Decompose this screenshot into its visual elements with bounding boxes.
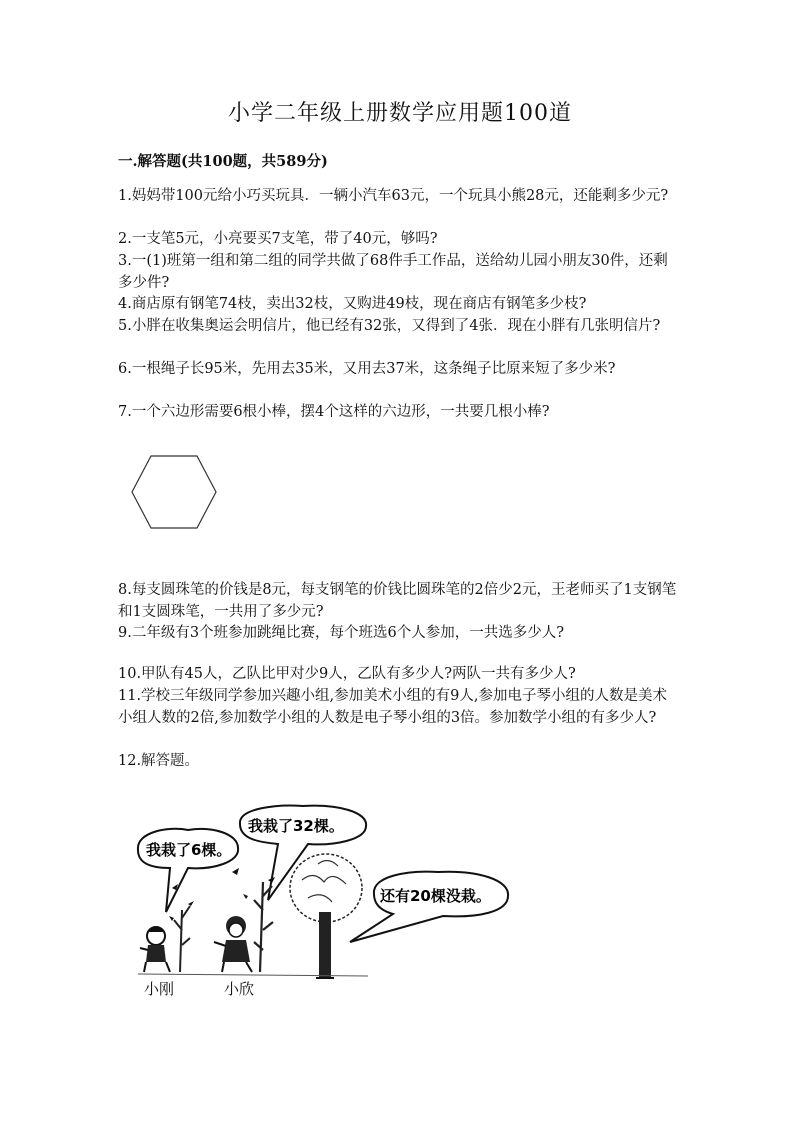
bubble-left-text: 我栽了6棵。 — [146, 841, 232, 859]
question-11: 11.学校三年级同学参加兴趣小组,参加美术小组的有9人,参加电子琴小组的人数是美术小组人数的2倍,参加数学小组的人数是电子琴小组的3倍。参加数学小组的有多少人? — [118, 688, 668, 726]
section-heading: 一.解答题(共100题，共589分) — [118, 153, 328, 170]
question-10: 10.甲队有45人，乙队比甲对少9人，乙队有多少人?两队一共有多少人? — [118, 666, 576, 682]
speech-bubble-left — [138, 829, 238, 912]
question-8: 8.每支圆珠笔的价钱是8元，每支钢笔的价钱比圆珠笔的2倍少2元，王老师买了1支钢笔和1支圆珠笔，一共用了多少元? — [118, 582, 677, 620]
hexagon-figure — [128, 452, 220, 536]
bubble-right-text: 还有20棵没栽。 — [380, 887, 491, 905]
question-6: 6.一根绳子长95米，先用去35米，又用去37米，这条绳子比原来短了多少米? — [118, 361, 616, 377]
label-xiaogang: 小刚 — [144, 980, 175, 998]
label-xiaoxin: 小欣 — [224, 980, 255, 998]
ground-line — [138, 974, 368, 976]
speech-bubble-right — [350, 872, 508, 942]
bubble-middle-text: 我栽了32棵。 — [248, 817, 344, 835]
question-1: 1.妈妈带100元给小巧买玩具．一辆小汽车63元，一个玩具小熊28元，还能剩多少元? — [118, 188, 669, 204]
question-4: 4.商店原有钢笔74枝，卖出32枝，又购进49枝，现在商店有钢笔多少枝? — [118, 296, 587, 312]
tree-planting-scene — [118, 800, 538, 1010]
large-tree-icon — [290, 854, 362, 978]
question-7: 7.一个六边形需要6根小棒，摆4个这样的六边形，一共要几根小棒? — [118, 404, 550, 420]
girl-xiaoxin-icon — [214, 916, 252, 972]
question-2: 2.一支笔5元，小亮要买7支笔，带了40元，够吗? — [118, 231, 438, 247]
tree-planting-illustration — [118, 800, 538, 1014]
hexagon-shape — [128, 452, 220, 532]
question-12: 12.解答题。 — [118, 753, 200, 769]
question-3: 3.一(1)班第一组和第二组的同学共做了68件手工作品，送给幼儿园小朋友30件，还剩多少件? — [118, 253, 668, 291]
question-5: 5.小胖在收集奥运会明信片，他已经有32张，又得到了4张．现在小胖有几张明信片? — [118, 318, 661, 334]
page-title: 小学二年级上册数学应用题100道 — [228, 101, 572, 126]
boy-xiaogang-icon — [140, 927, 170, 972]
question-9: 9.二年级有3个班参加跳绳比赛，每个班选6个人参加，一共选多少人? — [118, 625, 565, 641]
